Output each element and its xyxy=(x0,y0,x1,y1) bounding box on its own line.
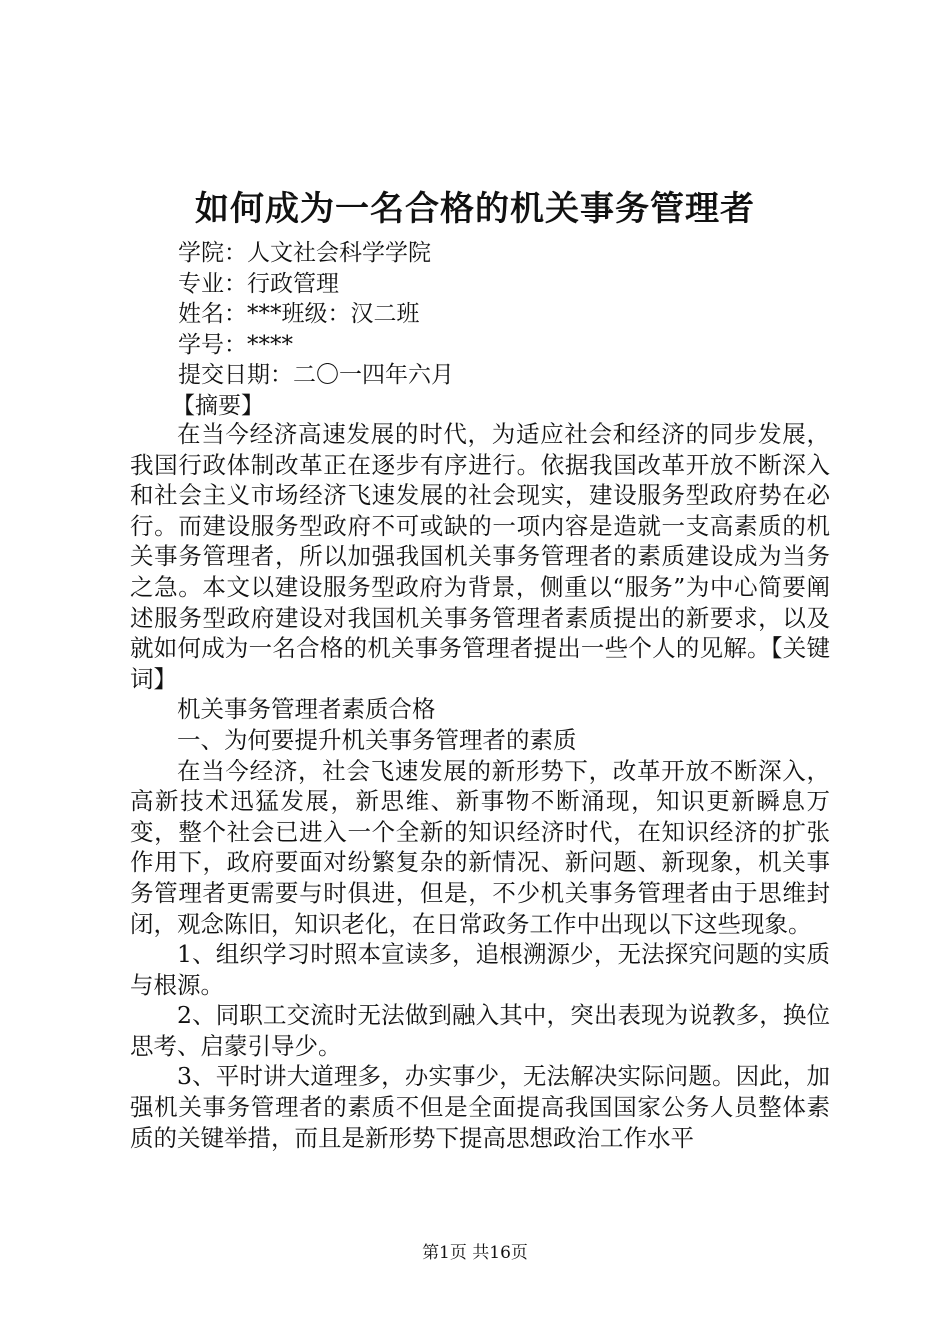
meta-name-class: 姓名：***班级：汉二班 xyxy=(178,301,420,327)
section-heading-1: 一、为何要提升机关事务管理者的素质 xyxy=(177,725,577,754)
paragraph-abstract: 在当今经济高速发展的时代，为适应社会和经济的同步发展，我国行政体制改革正在逐步有序进行。依据我国改革开放不断深入和社会主义市场经济飞速发展的社会现实，建设服务型政府势在必行。而建设服务型政府不可或缺的一项内容是造就一支高素质的机关事务管理者，所以加强我国机关事务管理者的素质建设成为当务之急。本文以建设服务型政府为背景，侧重以“服务”为中心简要阐述服务型政府建设对我国机关事务管理者素质提出的新要求，以及就如何成为一名合格的机关事务管理者提出一些个人的见解。【关键词】 xyxy=(130,420,830,693)
list-item-2: 2、同职工交流时无法做到融入其中，突出表现为说教多，换位思考、启蒙引导少。 xyxy=(130,1001,830,1060)
document-meta xyxy=(172,238,454,421)
document-body xyxy=(130,419,830,1153)
paragraph-keywords: 机关事务管理者素质合格 xyxy=(177,695,436,724)
meta-date: 提交日期：二〇一四年六月 xyxy=(178,362,454,388)
paragraph-context: 在当今经济，社会飞速发展的新形势下，改革开放不断深入，高新技术迅猛发展，新思维、新事物不断涌现，知识更新瞬息万变，整个社会已进入一个全新的知识经济时代，在知识经济的扩张作用下，政府要面对纷繁复杂的新情况、新问题、新现象，机关事务管理者更需要与时俱进，但是，不少机关事务管理者由于思维封闭，观念陈旧，知识老化，在日常政务工作中出现以下这些现象。 xyxy=(130,756,830,938)
meta-college: 学院：人文社会科学学院 xyxy=(178,240,431,266)
meta-student-id: 学号：**** xyxy=(178,331,293,358)
document-title: 如何成为一名合格的机关事务管理者 xyxy=(195,189,755,229)
list-item-1: 1、组织学习时照本宣读多，追根溯源少，无法探究问题的实质与根源。 xyxy=(130,940,830,999)
abstract-heading: 【摘要】 xyxy=(172,392,264,419)
meta-major: 专业：行政管理 xyxy=(178,270,339,297)
list-item-3: 3、平时讲大道理多，办实事少，无法解决实际问题。因此，加强机关事务管理者的素质不但是全面提高我国国家公务人员整体素质的关键举措，而且是新形势下提高思想政治工作水平 xyxy=(130,1062,830,1152)
page-footer: 第1页 共16页 xyxy=(422,1243,528,1263)
